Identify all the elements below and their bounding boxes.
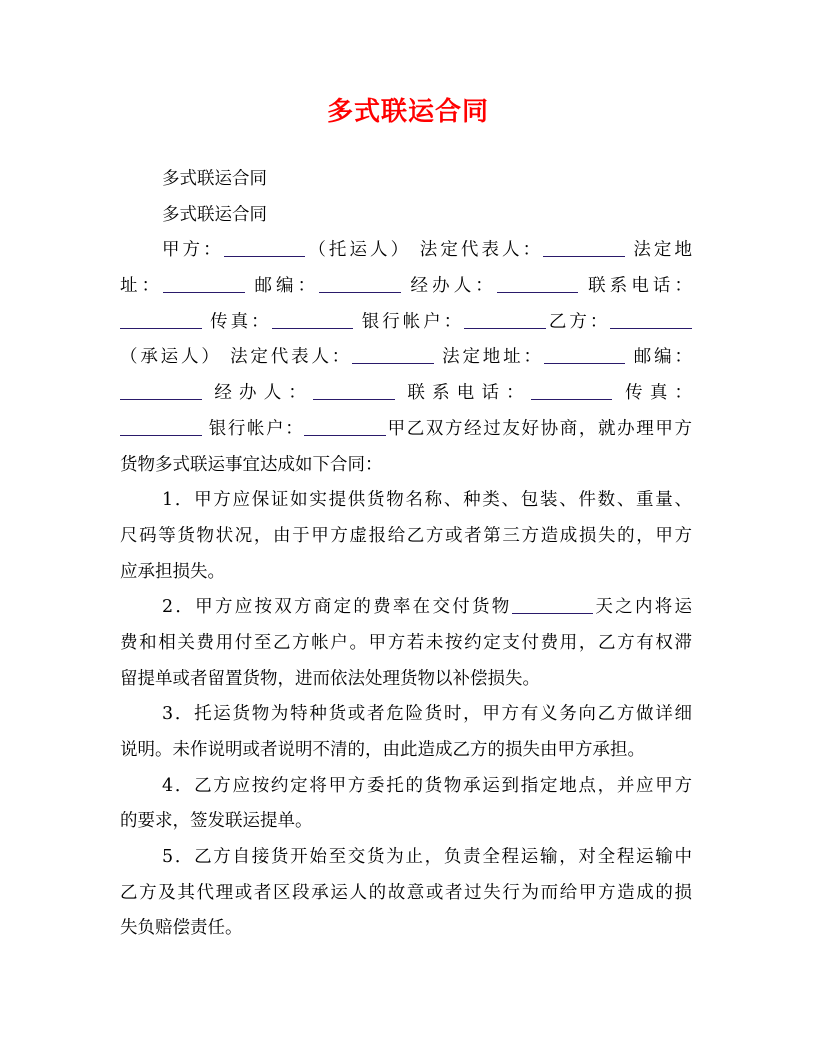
fill-in-blank (304, 434, 386, 436)
fill-in-blank (120, 434, 202, 436)
fill-in-blank (497, 291, 579, 293)
document-line: 多式联运合同 (162, 169, 267, 189)
document-line: 3．托运货物为特种货或者危险货时，甲方有义务向乙方做详细 (162, 704, 692, 725)
fill-in-blank (464, 327, 546, 329)
fill-in-blank (610, 327, 692, 329)
fill-in-blank (120, 398, 202, 400)
document-line: （承运人） 法定代表人： 法定地址： 邮编： (120, 347, 692, 368)
document-line: 的要求，签发联运提单。 (120, 811, 313, 832)
fill-in-blank (512, 612, 594, 614)
fill-in-blank (319, 291, 401, 293)
document-line: 2．甲方应按双方商定的费率在交付货物 天之内将运 (162, 597, 693, 618)
document-line: 多式联运合同 (162, 204, 267, 225)
document-line: 乙方及其代理或者区段承运人的故意或者过失行为而给甲方造成的损 (120, 882, 692, 903)
fill-in-blank (531, 398, 613, 400)
document-line: 甲方： （托运人） 法定代表人： 法定地 (162, 240, 692, 261)
document-line: 留提单或者留置货物，进而依法处理货物以补偿损失。 (120, 668, 540, 689)
document-line: 经办人： 联系电话： 传真： (120, 376, 692, 412)
document-line: 费和相关费用付至乙方帐户。甲方若未按约定支付费用，乙方有权滞 (120, 632, 692, 653)
document-line: 失负赔偿责任。 (120, 918, 243, 939)
fill-in-blank (224, 255, 306, 257)
document-line: 货物多式联运事宜达成如下合同： (120, 454, 383, 475)
document-body (120, 162, 692, 947)
document-line: 说明。未作说明或者说明不清的，由此造成乙方的损失由甲方承担。 (120, 740, 645, 760)
document-line: 银行帐户： 甲乙双方经过友好协商，就办理甲方 (120, 412, 692, 448)
fill-in-blank (120, 327, 202, 329)
fill-in-blank (272, 327, 354, 329)
document-line: 5．乙方自接货开始至交货为止，负责全程运输，对全程运输中 (162, 847, 692, 868)
document-line: 址： 邮编： 经办人： 联系电话： (120, 276, 693, 297)
document-line: 4．乙方应按约定将甲方委托的货物承运到指定地点，并应甲方 (162, 775, 692, 796)
fill-in-blank (313, 398, 395, 400)
document-line: 传真： 银行帐户： 乙方： (120, 305, 692, 341)
document-line: 尺码等货物状况，由于甲方虚报给乙方或者第三方造成损失的，甲方 (120, 525, 692, 546)
document-line: 应承担损失。 (120, 561, 225, 582)
document-title: 多式联运合同 (326, 97, 489, 127)
fill-in-blank (543, 255, 625, 257)
fill-in-blank (544, 362, 626, 364)
fill-in-blank (163, 291, 245, 293)
fill-in-blank (352, 362, 434, 364)
document-line: 1．甲方应保证如实提供货物名称、种类、包装、件数、重量、 (162, 490, 692, 511)
